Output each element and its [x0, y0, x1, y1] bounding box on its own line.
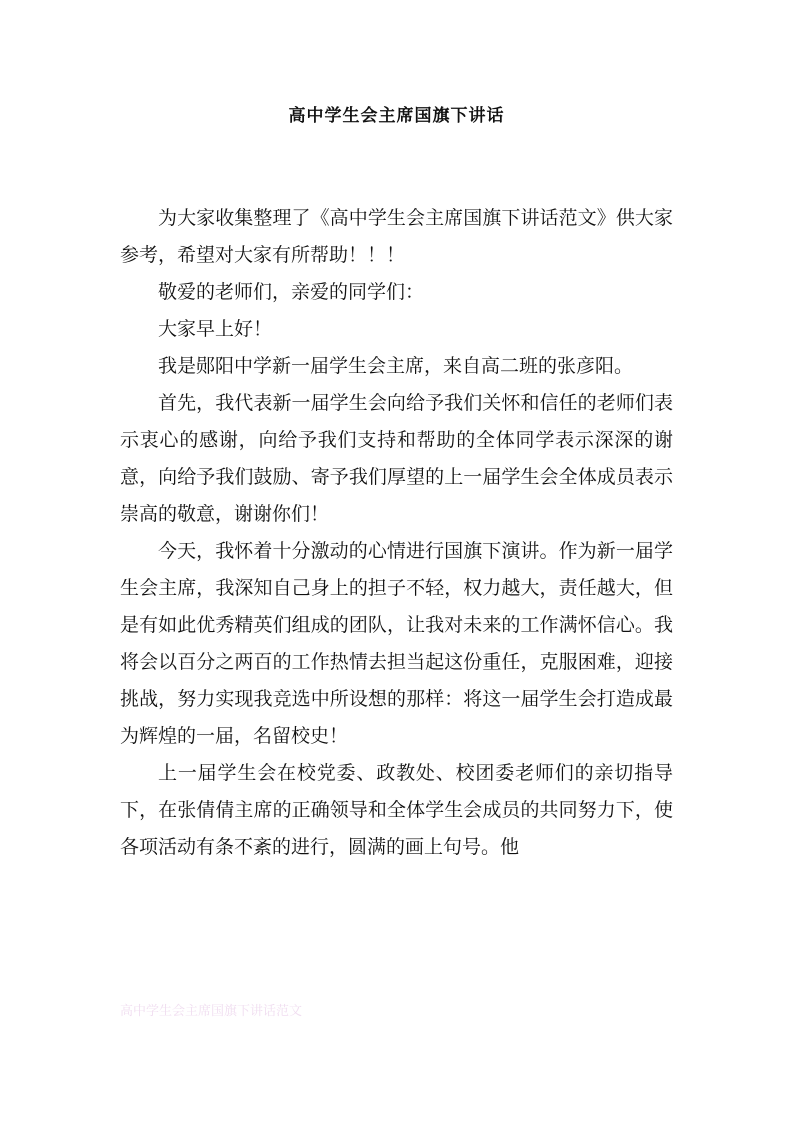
paragraph-previous-council: 上一届学生会在校党委、政教处、校团委老师们的亲切指导下，在张倩倩主席的正确领导和全体学生会成员的共同努力下，使各项活动有条不紊的进行，圆满的画上句号。他 [120, 762, 673, 858]
document-title: 高中学生会主席国旗下讲话 [288, 106, 505, 126]
paragraph-greeting: 大家早上好！ [158, 318, 273, 340]
document-body [120, 200, 673, 866]
paragraph-intro: 为大家收集整理了《高中学生会主席国旗下讲话范文》供大家参考，希望对大家有所帮助！！！ [120, 207, 673, 266]
faint-watermark-text: 高中学生会主席国旗下讲话范文 [120, 1004, 303, 1019]
paragraph-commitment: 今天，我怀着十分激动的心情进行国旗下演讲。作为新一届学生会主席，我深知自己身上的担子不轻，权力越大，责任越大，但是有如此优秀精英们组成的团队，让我对未来的工作满怀信心。我将会以百分之两百的工作热情去担当起这份重任，克服困难，迎接挑战，努力实现我竞选中所设想的那样：将这一届学生会打造成最为辉煌的一届，名留校史！ [120, 540, 673, 747]
paragraph-thanks: 首先，我代表新一届学生会向给予我们关怀和信任的老师们表示衷心的感谢，向给予我们支持和帮助的全体同学表示深深的谢意，向给予我们鼓励、寄予我们厚望的上一届学生会全体成员表示崇高的敬意，谢谢你们！ [120, 392, 673, 525]
paragraph-salutation: 敬爱的老师们，亲爱的同学们： [158, 281, 425, 303]
paragraph-self-introduction: 我是郧阳中学新一届学生会主席，来自高二班的张彦阳。 [158, 355, 634, 377]
